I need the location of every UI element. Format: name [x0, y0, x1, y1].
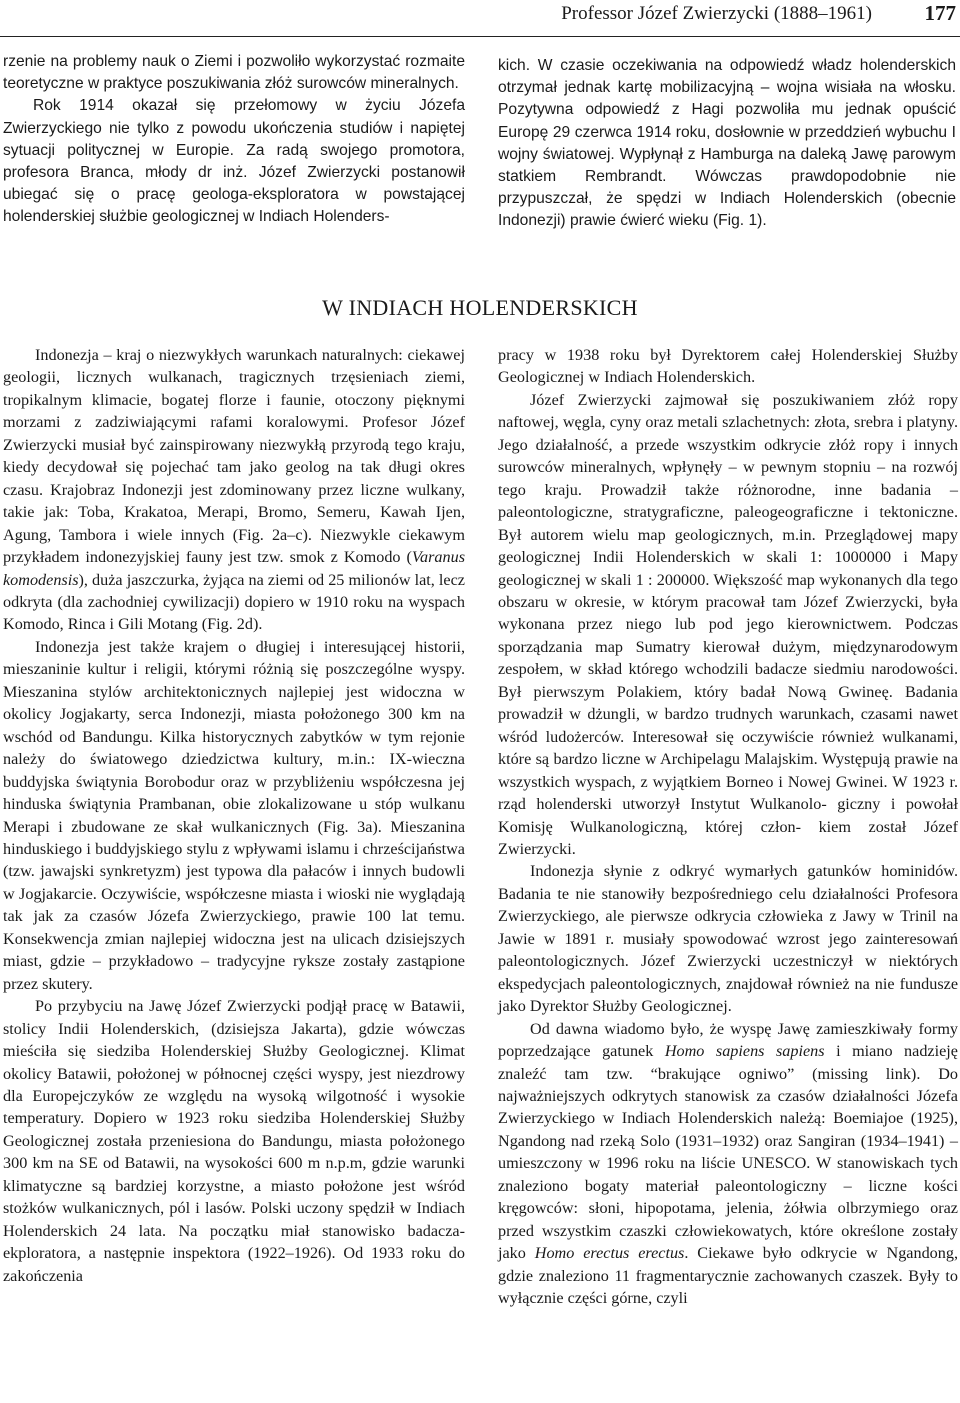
running-title: Professor Józef Zwierzycki (1888–1961) — [561, 3, 872, 24]
paragraph: kich. W czasie oczekiwania na odpowiedź władz holenderskich otrzymał jednak kartę mobilizacyjną – wojna wisiała na włosku. Pozytywna odpowiedź z Hagi pozwoliła mu jednak opuścić Europę 29 czerwca 1914 roku, dosłownie w przeddzień wybuchu I wojny światowej. Wypłynął z Hamburga na daleką Jawę parowym statkiem Rembrandt. Wówczas prawdopodobnie nie przypuszczał, że spędzi w Indiach Holenderskich (obecnie Indonezji) prawie ćwierć wieku (Fig. 1). — [498, 57, 956, 230]
paragraph-text: i miano nadzieję znaleźć tam tzw. “brakujące ogniwo” (missing link). Do najważniejszych odkrytych stanowisk za czasów działalności Józefa Zwierzyckiego w Indiach Holenderskich należą: Boemiajoe (1925), Ngandong nad rzeką Solo (1931–1932) oraz Sangiran (1934–1941) – umieszczony w 1996 roku na liście UNESCO. W stanowiskach tych znaleziono bogaty materiał paleontologiczny – liczne kości kręgowców: słoni, hipopotama, jelenia, żółwia olbrzymiego oraz przed wszystkim czaszki człowiekowatych, które określone zostały jako — [498, 1042, 958, 1263]
paragraph-text: . Ciekawe było odkrycie w Ngandong, gdzie znaleziono 11 fragmentarycznie zachowanych czaszek. Były to wyłącznie części górne, czyli — [498, 1244, 958, 1308]
top-left-column — [3, 51, 465, 229]
paragraph-text: Od dawna wiadomo było, że wyspę Jawę zamieszkiwały formy poprzedzające gatunek — [498, 1019, 958, 1061]
paragraph: Rok 1914 okazał się przełomowy w życiu Józefa Zwierzyckiego nie tylko z powodu ukończenia studiów i napiętej sytuacji politycznej w Europie. Za radą swojego promotora, profesora Branca, młody dr inż. Józef Zwierzycki postanowił ubiegać się o pracę geologa-eksploratora w powstającej holenderskiej służbie geologicznej w Indiach Holenders- — [3, 97, 465, 226]
species-name: Homo sapiens sapiens — [664, 1042, 825, 1061]
page-header — [0, 0, 960, 37]
paragraph-text: Indonezja – kraj o niezwykłych warunkach naturalnych: ciekawej geologii, licznych wulkanach, tragicznych trzęsieniach ziemi, tropikalnym klimacie, bogatej florze i faunie, otoczony pięknymi morzami z zadziwiającymi rafami koralowymi. Profesor Józef Zwierzycki musiał być zainspirowany niezwykłą przyrodą tego kraju, kiedy decydował się pojechać tam jako geolog na tak długi okres czasu. Krajobraz Indonezji jest zdominowany przez liczne wulkany, takie jak: Toba, Krakatoa, Merapi, Bromo, Semeru, Kawah Ijen, Agung, Tambora i wiele innych (Fig. 2a–c). Niezwykle ciekawym przykładem indonezyjskiej fauny jest tzw. smok z Komodo ( — [3, 346, 465, 567]
paragraph — [498, 1018, 958, 1310]
paragraph-text: ), duża jaszczurka, żyjąca na ziemi od 25 milionów lat, lecz odkryta (dla zachodniej cywilizacji) dopiero w 1910 roku na wyspach Komodo, Rinca i Gili Motang (Fig. 2d). — [3, 570, 465, 634]
paragraph: Po przybyciu na Jawę Józef Zwierzycki podjął pracę w Batawii, stolicy Indii Holenderskich, (dzisiejsza Jakarta), gdzie wówczas mieściła się siedziba Holenderskiej Służby Geologicznej. Klimat okolicy Batawii, położonej w północnej części wyspy, jest niezdrowy dla Europejczyków ze względu na wysoką wilgotność i wysokie temperatury. Dopiero w 1923 roku siedziba Holenderskiej Służby Geologicznej została przeniesiona do Bandungu, miasta położonego 300 km na SE od Batawii, na wysokości 600 m n.p.m, gdzie warunki klimatyczne są bardziej korzystne, a miasto położone jest wśród stożków wulkanicznych, pól i lasów. Polski uczony spędził w Indiach Holenderskich 24 lata. Na początku miał stanowisko badacza-ekploratora, a następnie inspektora (1922–1926). Od 1933 roku do zakończenia — [3, 997, 465, 1285]
species-name: Varanus komodensis — [3, 548, 465, 589]
paragraph: rzenie na problemy nauk o Ziemi i pozwoliło wykorzystać rozmaite teoretyczne w praktyce poszukiwania złóż surowców mineralnych. — [3, 53, 465, 93]
top-right-column — [498, 55, 956, 233]
bottom-right-column — [498, 344, 958, 1309]
paragraph — [3, 344, 465, 636]
paragraph: Indonezja słynie z odkryć wymarłych gatunków hominidów. Badania te nie stanowiły bezpośredniego celu działalności Profesora Zwierzyckiego, ale pierwsze odkrycia człowieka z Jawy w Trinil na Jawie w 1891 r. musiały spowodować wzrost jego zainteresowań paleontologicznych. Józef Zwierzycki uczestniczył w niektórych ekspedycjach paleontologicznych, znajdował również na nie fundusze jako Dyrektor Służby Geologicznej. — [498, 862, 958, 1016]
paragraph: Indonezja jest także krajem o długiej i interesującej historii, mieszaninie kultur i religii, którymi różnią się poszczególne wyspy. Mieszanina stylów architektonicznych najlepiej jest widoczna w okolicy Jogjakarty, serca Indonezji, miasta położonego 300 km na wschód od Bandungu. Kilka historycznych zabytków w tym rejonie należy do światowego dziedzictwa kultury, m.in.: IX-wieczna buddyjska świątynia Borobodur oraz w przybliżeniu współczesna jej hinduska świątynia Prambanan, obie zlokalizowane u stóp wulkanu Merapi i zbudowane ze skał wulkanicznych (Fig. 3a). Mieszanina hinduskiego i buddyjskiego stylu z wpływami islamu i chrześcijaństwa (tzw. jawajski synkretyzm) jest typowa dla pałaców i innych budowli w Jogjakarcie. Oczywiście, współczesne miasta i wioski nie wyglądają tak jak za czasów Józefa Zwierzyckiego, prawie 100 lat temu. Konsekwencja zmian najlepiej widoczna jest na ulicach dzisiejszych miast, gdzie – przykładowo – tradycyjne ryksze zostały zastąpione przez skutery. — [3, 637, 465, 993]
section-heading: W INDIACH HOLENDERSKICH — [322, 295, 638, 320]
bottom-left-column — [3, 344, 465, 1287]
paragraph: pracy w 1938 roku był Dyrektorem całej Holenderskiej Służby Geologicznej w Indiach Holenderskich. — [498, 346, 958, 387]
paragraph: Józef Zwierzycki zajmował się poszukiwaniem złóż ropy naftowej, węgla, cyny oraz metali szlachetnych: złota, srebra i platyny. Jego działalność, a przede wszystkim odkrycie złóż ropy i innych surowców mineralnych, wpłynęły – w pewnym stopniu – na rozwój tego kraju. Prowadził także różnorodne, inne badania – paleontologiczne, stratygraficzne, paleogeograficzne i tektoniczne. Był autorem wielu map geologicznych, m.in. Przeglądowej mapy geologicznej Indii Holenderskich w skali 1: 1000000 i Mapy geologicznej w skali 1 : 200000. Większość map wykonanych dla tego obszaru w okresie, w którym pracował tam Józef Zwierzycki, była wykonana przez niego lub pod jego kierownictwem. Podczas sporządzania map Sumatry kierował dużym, międzynarodowym zespołem, w skład którego wchodzili badacze siedmiu narodowości. Był pierwszym Polakiem, który badał Nową Gwineę. Badania prowadził w dżungli, w bardzo trudnych warunkach, czasami nawet wśród ludożerców. Interesował się oczywiście również wulkanami, które są bardzo liczne w Archipelagu Malajskim. Występują prawie na wszystkich wyspach, z wyjątkiem Borneo i Nowej Gwinei. W 1923 r. rząd holenderski utworzył Instytut Wulkanolo- giczny i powołał Komisję Wulkanologiczną, której człon- kiem został Józef Zwierzycki. — [498, 390, 958, 858]
page-number: 177 — [924, 1, 956, 25]
species-name: Homo erectus erectus — [534, 1244, 685, 1263]
